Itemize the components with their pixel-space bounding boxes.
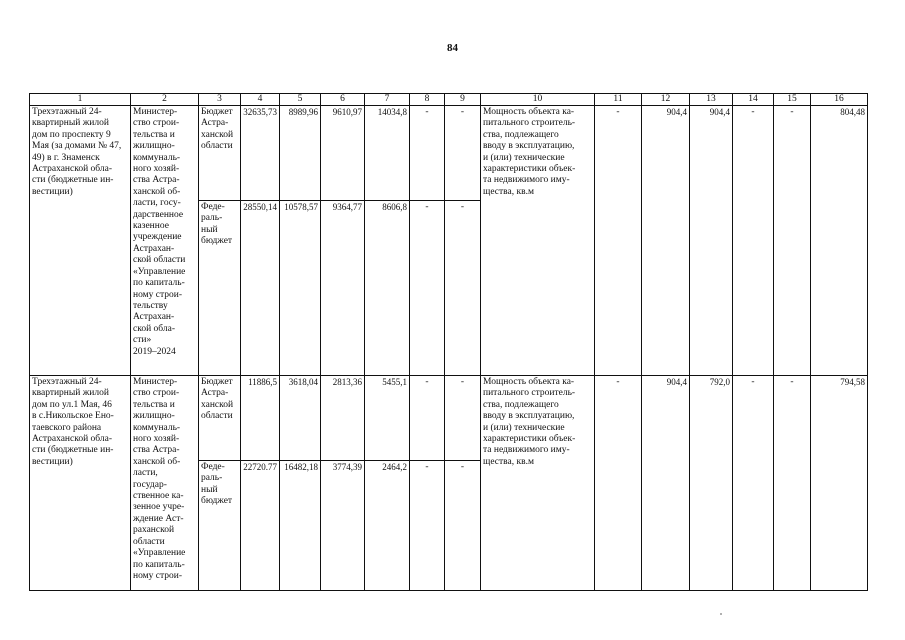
page-number: 84 [447, 42, 458, 54]
value-cell: - [410, 376, 445, 461]
value-cell: - [410, 201, 445, 376]
column-number: 1 [30, 94, 131, 106]
column-number: 3 [199, 94, 241, 106]
column-number: 8 [410, 94, 445, 106]
value-cell: 9610,97 [321, 106, 365, 201]
column-number: 6 [321, 94, 365, 106]
value-cell: 3618,04 [280, 376, 321, 461]
value-cell: 794,58 [811, 376, 868, 591]
column-number: 9 [445, 94, 481, 106]
column-number: 4 [241, 94, 280, 106]
column-number: 13 [690, 94, 733, 106]
value-cell: 8606,8 [365, 201, 410, 376]
value-cell: - [445, 461, 481, 591]
value-cell: - [774, 376, 811, 591]
value-cell: 14034,8 [365, 106, 410, 201]
budget-source-cell: Бюджет Астра- ханской области [199, 376, 241, 461]
value-cell: - [733, 376, 774, 591]
value-cell: - [595, 106, 642, 376]
value-cell: 904,4 [642, 106, 690, 376]
value-cell: - [595, 376, 642, 591]
value-cell: 22720.77 [241, 461, 280, 591]
value-cell: - [410, 106, 445, 201]
budget-source-cell: Бюджет Астра- ханской области [199, 106, 241, 201]
value-cell: 9364,77 [321, 201, 365, 376]
value-cell: - [445, 106, 481, 201]
value-cell: - [774, 106, 811, 376]
customer-cell: Министер- ство строи- тельства и жилищно- коммуналь- ного хозяй- ства Астра- ханской об- ласти, госу- дарственное казенное учреждение Астрахан- ской области «Управление по капиталь- ному строи- тельству Астрахан- ской обла- сти» 2019–2024 [131, 106, 199, 376]
indicator-cell: Мощность объекта ка- питального строитель- ства, подлежащего вводу в эксплуатацию, и (или) технические характеристики объек- та недвижимого иму- щества, кв.м [481, 376, 595, 591]
value-cell: 16482,18 [280, 461, 321, 591]
column-number: 16 [811, 94, 868, 106]
value-cell: 904,4 [642, 376, 690, 591]
value-cell: 804,48 [811, 106, 868, 376]
column-number: 15 [774, 94, 811, 106]
value-cell: 904,4 [690, 106, 733, 376]
value-cell: 8989,96 [280, 106, 321, 201]
value-cell: 32635,73 [241, 106, 280, 201]
column-number: 14 [733, 94, 774, 106]
table-row [30, 106, 868, 201]
budget-source-cell: Феде- раль- ный бюджет [199, 201, 241, 376]
value-cell: - [733, 106, 774, 376]
value-cell: 2464,2 [365, 461, 410, 591]
value-cell: 5455,1 [365, 376, 410, 461]
table-row [30, 376, 868, 461]
value-cell: 11886,5 [241, 376, 280, 461]
value-cell: 3774,39 [321, 461, 365, 591]
column-number: 7 [365, 94, 410, 106]
value-cell: 792,0 [690, 376, 733, 591]
value-cell: 28550,14 [241, 201, 280, 376]
column-number: 10 [481, 94, 595, 106]
column-number: 12 [642, 94, 690, 106]
column-number: 5 [280, 94, 321, 106]
value-cell: - [445, 201, 481, 376]
budget-source-cell: Феде- раль- ный бюджет [199, 461, 241, 591]
value-cell: - [445, 376, 481, 461]
object-name-cell: Трехэтажный 24- квартирный жилой дом по ул.1 Мая, 46 в с.Никольское Ено- таевского района Астраханской обла- сти (бюджетные ин- вестиции) [30, 376, 131, 591]
customer-cell: Министер- ство строи- тельства и жилищно- коммуналь- ного хозяй- ства Астра- ханской об- ласти, государ- ственное ка- зенное учре- ждение Аст- раханской области «Управление по капиталь- ному строи- [131, 376, 199, 591]
value-cell: 2813,36 [321, 376, 365, 461]
indicator-cell: Мощность объекта ка- питального строитель- ства, подлежащего вводу в эксплуатацию, и (или) технические характеристики объек- та недвижимого иму- щества, кв.м [481, 106, 595, 376]
column-number: 2 [131, 94, 199, 106]
column-number: 11 [595, 94, 642, 106]
object-name-cell: Трехэтажный 24- квартирный жилой дом по проспекту 9 Мая (за домами № 47, 49) в г. Знаменск Астраханской обла- сти (бюджетные ин- вестиции) [30, 106, 131, 376]
scan-speck [720, 613, 722, 615]
value-cell: 10578,57 [280, 201, 321, 376]
budget-table [29, 93, 868, 591]
column-number-row [30, 94, 868, 106]
value-cell: - [410, 461, 445, 591]
